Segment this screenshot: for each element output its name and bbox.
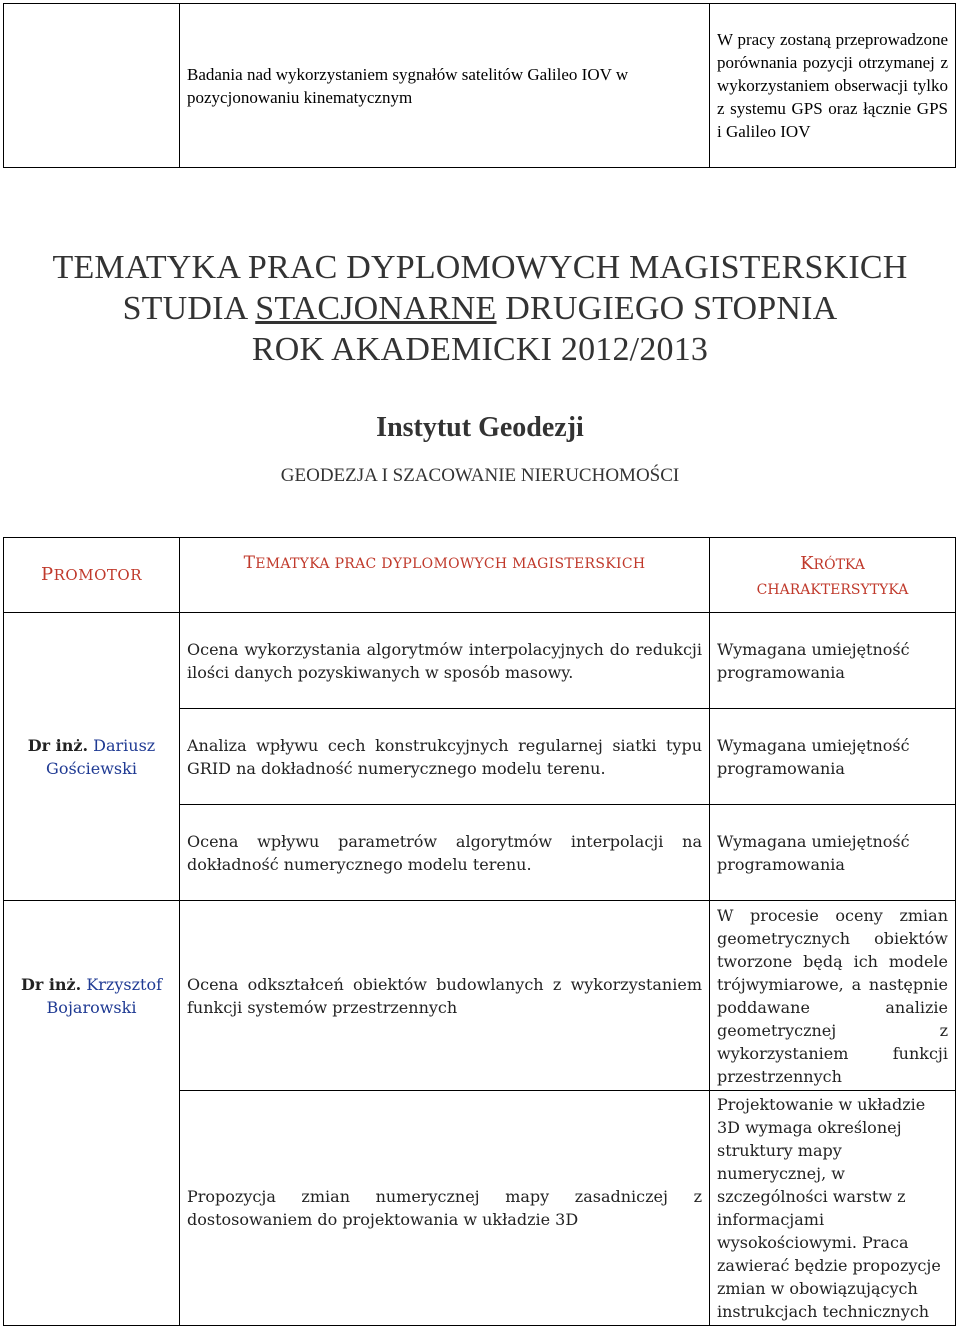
document-title [0,247,960,370]
characteristics-cell: Projektowanie w układzie 3D wymaga określonej struktury mapy numerycznej, w szczególności warstw z informacjami wysokościowymi. Praca zawierać będzie propozycje zmian w obowiązujących instrukcjach technicznych [710,1091,956,1326]
field-of-study: GEODEZJA I SZACOWANIE NIERUCHOMOŚCI [280,465,680,486]
previous-topic-row [4,4,956,168]
topic-cell: Propozycja zmian numerycznej mapy zasadniczej z dostosowaniem do projektowania w układzie 3D [180,1091,710,1326]
characteristics-cell: Wymagana umiejętność programowania [710,805,956,901]
characteristics-cell: W procesie oceny zmian geometrycznych obiektów tworzone będą ich modele trójwymiarowe, a następnie poddawane analizie geometrycznej z wykorzystaniem funkcji przestrzennych [710,901,956,1091]
previous-promotor-cell [4,4,180,168]
previous-topic-cell: Badania nad wykorzystaniem sygnałów satelitów Galileo IOV w pozycjonowaniu kinematycznym [180,4,710,168]
thesis-topics-table [3,537,956,1326]
topic-cell: Ocena wpływu parametrów algorytmów interpolacji na dokładność numerycznego modelu terenu. [180,805,710,901]
header-characteristics: KRÓTKA CHARAKTERSYTYKA [710,538,956,613]
header-topic: TEMATYKA PRAC DYPLOMOWYCH MAGISTERSKICH [180,538,710,613]
institute-name: Instytut Geodezji [376,412,584,443]
title-line-3: ROK AKADEMICKI 2012/2013 [251,331,709,368]
characteristics-cell: Wymagana umiejętność programowania [710,613,956,709]
table-row [4,613,956,709]
characteristics-cell: Wymagana umiejętność programowania [710,709,956,805]
table-row [4,901,956,1091]
underlined-word: STACJONARNE [255,290,497,327]
topic-cell: Ocena wykorzystania algorytmów interpolacyjnych do redukcji ilości danych pozyskiwanych w sposób masowy. [180,613,710,709]
header-promotor: PROMOTOR [4,538,180,613]
title-line-2: STUDIA STACJONARNE DRUGIEGO STOPNIA [122,290,838,327]
promotor-cell: Dr inż. Krzysztof Bojarowski [4,901,180,1326]
topic-cell: Analiza wpływu cech konstrukcyjnych regularnej siatki typu GRID na dokładność numerycznego modelu terenu. [180,709,710,805]
topic-cell: Ocena odkształceń obiektów budowlanych z wykorzystaniem funkcji systemów przestrzennych [180,901,710,1091]
previous-topic-table [3,3,956,168]
promotor-cell: Dr inż. Dariusz Gościewski [4,613,180,901]
header-row [4,538,956,613]
title-line-1: TEMATYKA PRAC DYPLOMOWYCH MAGISTERSKICH [52,249,908,286]
previous-description-cell: W pracy zostaną przeprowadzone porównania pozycji otrzymanej z wykorzystaniem obserwacji tylko z systemu GPS oraz łącznie GPS i Galileo IOV [710,4,956,168]
